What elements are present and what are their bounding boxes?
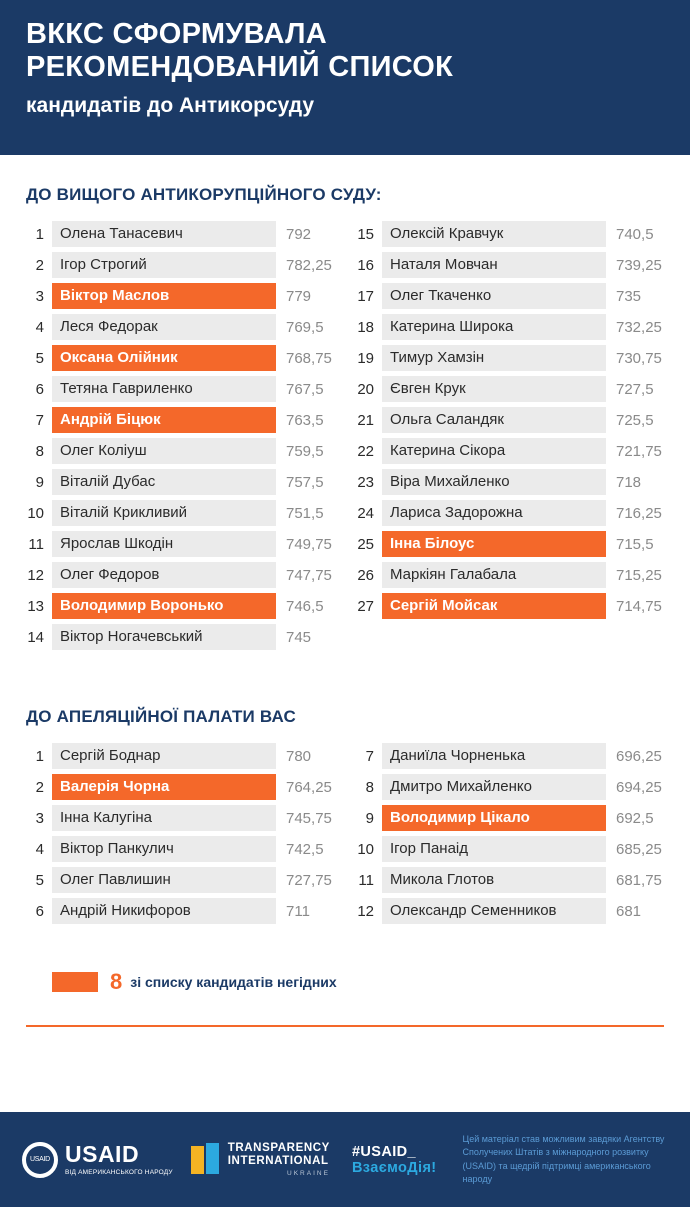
candidate-score: 718 (616, 473, 642, 491)
section-hacc-right-column (356, 221, 664, 655)
candidate-name: Віктор Панкулич (52, 836, 276, 862)
candidate-row (26, 836, 334, 862)
section-title-appeal: ДО АПЕЛЯЦІЙНОЇ ПАЛАТИ ВАС (26, 707, 297, 726)
section-hacc (0, 185, 690, 655)
candidate-row (356, 376, 664, 402)
candidate-row (26, 252, 334, 278)
candidate-row (356, 743, 664, 769)
candidate-row (356, 221, 664, 247)
header (0, 0, 690, 155)
candidate-rank: 2 (35, 778, 44, 796)
candidate-rank: 17 (357, 287, 374, 305)
candidate-row (26, 743, 334, 769)
candidate-rank: 21 (357, 411, 374, 429)
candidate-row (26, 500, 334, 526)
candidate-rank: 8 (365, 778, 374, 796)
candidate-score: 681,75 (616, 871, 662, 889)
section-title-hacc: ДО ВИЩОГО АНТИКОРУПЦІЙНОГО СУДУ: (26, 185, 382, 204)
candidate-score: 745 (286, 628, 312, 646)
candidate-name: Віталій Крикливий (52, 500, 276, 526)
candidate-score: 779 (286, 287, 312, 305)
ti-wordmark (228, 1142, 330, 1177)
usaid-wordmark (65, 1143, 173, 1176)
candidate-name: Інна Білоус (382, 531, 606, 557)
candidate-name: Тетяна Гавриленко (52, 376, 276, 402)
candidate-score: 768,75 (286, 349, 332, 367)
candidate-name: Сергій Мойсак (382, 593, 606, 619)
ti-line-1: TRANSPARENCY (227, 1141, 330, 1154)
candidate-name: Лариса Задорожна (382, 500, 606, 526)
candidate-name: Микола Глотов (382, 867, 606, 893)
candidate-score: 792 (286, 225, 312, 243)
candidate-score: 757,5 (286, 473, 324, 491)
legend-count: 8 (110, 969, 123, 994)
candidate-rank: 20 (357, 380, 374, 398)
candidate-rank: 26 (357, 566, 374, 584)
candidate-score: 759,5 (286, 442, 324, 460)
candidate-name: Володимир Цікало (382, 805, 606, 831)
transparency-international-logo (191, 1142, 330, 1177)
candidate-rank: 3 (35, 809, 44, 827)
candidate-row (26, 774, 334, 800)
candidate-rank: 1 (35, 225, 44, 243)
candidate-name: Леся Федорак (52, 314, 276, 340)
candidate-row (26, 469, 334, 495)
candidate-rank: 27 (357, 597, 374, 615)
candidate-name: Сергій Боднар (52, 743, 276, 769)
candidate-row (356, 836, 664, 862)
hashtag-line-2: ВзаємоДія! (351, 1159, 437, 1176)
candidate-name: Віктор Маслов (52, 283, 276, 309)
candidate-score: 782,25 (286, 256, 332, 274)
candidate-rank: 11 (28, 535, 44, 553)
candidate-score: 694,25 (616, 778, 662, 796)
candidate-name: Віра Михайленко (382, 469, 606, 495)
candidate-score: 780 (286, 747, 312, 765)
candidate-name: Катерина Сікора (382, 438, 606, 464)
candidate-score: 685,25 (616, 840, 662, 858)
candidate-rank: 24 (357, 504, 374, 522)
candidate-row (356, 438, 664, 464)
candidate-name: Олександр Семенников (382, 898, 606, 924)
candidate-score: 740,5 (616, 225, 654, 243)
candidate-row (26, 593, 334, 619)
candidate-name: Ярослав Шкодін (52, 531, 276, 557)
candidate-score: 735 (616, 287, 642, 305)
candidate-name: Інна Калугіна (52, 805, 276, 831)
legend-color-swatch (52, 972, 98, 992)
candidate-name: Віктор Ногачевський (52, 624, 276, 650)
candidate-row (26, 531, 334, 557)
candidate-rank: 9 (365, 809, 374, 827)
candidate-row (26, 345, 334, 371)
candidate-name: Андрій Біцюк (52, 407, 276, 433)
candidate-row (26, 805, 334, 831)
candidate-name: Ольга Саландяк (382, 407, 606, 433)
title-line-1: ВККС СФОРМУВАЛА (26, 18, 327, 50)
candidate-name: Олег Коліуш (52, 438, 276, 464)
candidate-score: 751,5 (286, 504, 324, 522)
candidate-score: 742,5 (286, 840, 324, 858)
candidate-rank: 6 (35, 902, 44, 920)
candidate-row (356, 314, 664, 340)
candidate-name: Олег Ткаченко (382, 283, 606, 309)
candidate-rank: 25 (357, 535, 374, 553)
candidate-name: Ігор Строгий (52, 252, 276, 278)
page-title (26, 18, 664, 85)
candidate-score: 746,5 (286, 597, 324, 615)
candidate-name: Олена Танасевич (52, 221, 276, 247)
candidate-rank: 7 (365, 747, 374, 765)
candidate-name: Тимур Хамзін (382, 345, 606, 371)
candidate-rank: 12 (27, 566, 44, 584)
candidate-row (356, 562, 664, 588)
footer-divider (26, 1025, 664, 1027)
candidate-rank: 2 (35, 256, 44, 274)
usaid-tagline: ВІД АМЕРИКАНСЬКОГО НАРОДУ (65, 1169, 173, 1176)
candidate-score: 715,25 (616, 566, 662, 584)
section-appeal (0, 707, 690, 929)
candidate-name: Олег Федоров (52, 562, 276, 588)
candidate-score: 716,25 (616, 504, 662, 522)
candidate-name: Валерія Чорна (52, 774, 276, 800)
section-hacc-columns (26, 221, 664, 655)
candidate-rank: 12 (357, 902, 374, 920)
candidate-row (356, 531, 664, 557)
candidate-row (356, 345, 664, 371)
candidate-score: 739,25 (616, 256, 662, 274)
candidate-name: Олег Павлишин (52, 867, 276, 893)
candidate-score: 696,25 (616, 747, 662, 765)
candidate-row (26, 221, 334, 247)
candidate-rank: 8 (35, 442, 44, 460)
candidate-score: 721,75 (616, 442, 662, 460)
candidate-row (356, 867, 664, 893)
candidate-name: Катерина Широка (382, 314, 606, 340)
candidate-score: 725,5 (616, 411, 654, 429)
candidate-rank: 11 (358, 871, 374, 889)
candidate-row (26, 624, 334, 650)
candidate-name: Ігор Панаід (382, 836, 606, 862)
candidate-row (26, 376, 334, 402)
candidate-score: 747,75 (286, 566, 332, 584)
candidate-row (356, 898, 664, 924)
candidate-row (356, 593, 664, 619)
candidate-row (356, 283, 664, 309)
candidate-name: Андрій Никифоров (52, 898, 276, 924)
section-hacc-left-column (26, 221, 334, 655)
candidate-score: 749,75 (286, 535, 332, 553)
section-appeal-columns (26, 743, 664, 929)
candidate-rank: 13 (27, 597, 44, 615)
usaid-seal-text: USAID (26, 1146, 54, 1174)
candidate-row (26, 407, 334, 433)
candidate-rank: 10 (357, 840, 374, 858)
legend-label: зі списку кандидатів негідних (130, 974, 337, 990)
candidate-score: 745,75 (286, 809, 332, 827)
candidate-name: Володимир Воронько (52, 593, 276, 619)
candidate-row (26, 898, 334, 924)
candidate-name: Оксана Олійник (52, 345, 276, 371)
ti-bars-icon (191, 1143, 221, 1177)
candidate-row (26, 314, 334, 340)
ti-line-3: UKRAINE (287, 1170, 330, 1178)
page-subtitle: кандидатів до Антикорсуду (26, 93, 315, 117)
candidate-rank: 1 (35, 747, 44, 765)
candidate-row (356, 500, 664, 526)
candidate-row (356, 252, 664, 278)
candidate-score: 711 (286, 902, 310, 920)
candidate-rank: 7 (35, 411, 44, 429)
hashtag-line-1: #USAID_ (351, 1143, 416, 1160)
candidate-rank: 4 (35, 318, 44, 336)
candidate-score: 727,5 (616, 380, 654, 398)
candidate-rank: 5 (35, 871, 44, 889)
candidate-name: Маркіян Галабала (382, 562, 606, 588)
candidate-row (356, 774, 664, 800)
candidate-row (26, 867, 334, 893)
candidate-rank: 5 (35, 349, 44, 367)
candidate-rank: 3 (35, 287, 44, 305)
candidate-row (26, 562, 334, 588)
candidate-rank: 16 (357, 256, 374, 274)
candidate-rank: 15 (357, 225, 374, 243)
candidate-name: Дмитро Михайленко (382, 774, 606, 800)
candidate-score: 715,5 (616, 535, 654, 553)
candidate-score: 727,75 (286, 871, 332, 889)
candidate-name: Віталій Дубас (52, 469, 276, 495)
candidate-score: 732,25 (616, 318, 662, 336)
candidate-rank: 23 (357, 473, 374, 491)
candidate-row (356, 407, 664, 433)
candidate-score: 767,5 (286, 380, 324, 398)
candidate-name: Наталя Мовчан (382, 252, 606, 278)
candidate-rank: 22 (357, 442, 374, 460)
candidate-rank: 6 (35, 380, 44, 398)
candidate-rank: 14 (27, 628, 44, 646)
candidate-rank: 18 (357, 318, 374, 336)
candidate-score: 763,5 (286, 411, 324, 429)
ti-line-2: INTERNATIONAL (227, 1155, 329, 1167)
hashtag-block (352, 1144, 437, 1176)
candidate-row (356, 469, 664, 495)
usaid-name: USAID (65, 1141, 140, 1167)
section-appeal-right-column (356, 743, 664, 929)
candidate-rank: 9 (35, 473, 44, 491)
footer (0, 1112, 690, 1207)
candidate-row (26, 438, 334, 464)
usaid-logo (22, 1142, 173, 1178)
candidate-name: Євген Крук (382, 376, 606, 402)
section-appeal-left-column (26, 743, 334, 929)
candidate-score: 769,5 (286, 318, 324, 336)
usaid-seal-icon (22, 1142, 58, 1178)
candidate-name: Даниїла Чорненька (382, 743, 606, 769)
candidate-score: 764,25 (286, 778, 332, 796)
candidate-rank: 10 (27, 504, 44, 522)
candidate-rank: 4 (35, 840, 44, 858)
footer-disclaimer: Цей матеріал став можливим завдяки Агентству Сполучених Штатів з міжнародного розвитку (USAID) та щедрій підтримці американського народу (462, 1134, 665, 1184)
candidate-name: Олексій Кравчук (382, 221, 606, 247)
candidate-score: 681 (616, 902, 642, 920)
legend (52, 969, 690, 995)
title-line-2: РЕКОМЕНДОВАНИЙ СПИСОК (26, 51, 454, 84)
candidate-score: 730,75 (616, 349, 662, 367)
candidate-rank: 19 (357, 349, 374, 367)
candidate-score: 692,5 (616, 809, 654, 827)
candidate-score: 714,75 (616, 597, 662, 615)
candidate-row (26, 283, 334, 309)
candidate-row (356, 805, 664, 831)
